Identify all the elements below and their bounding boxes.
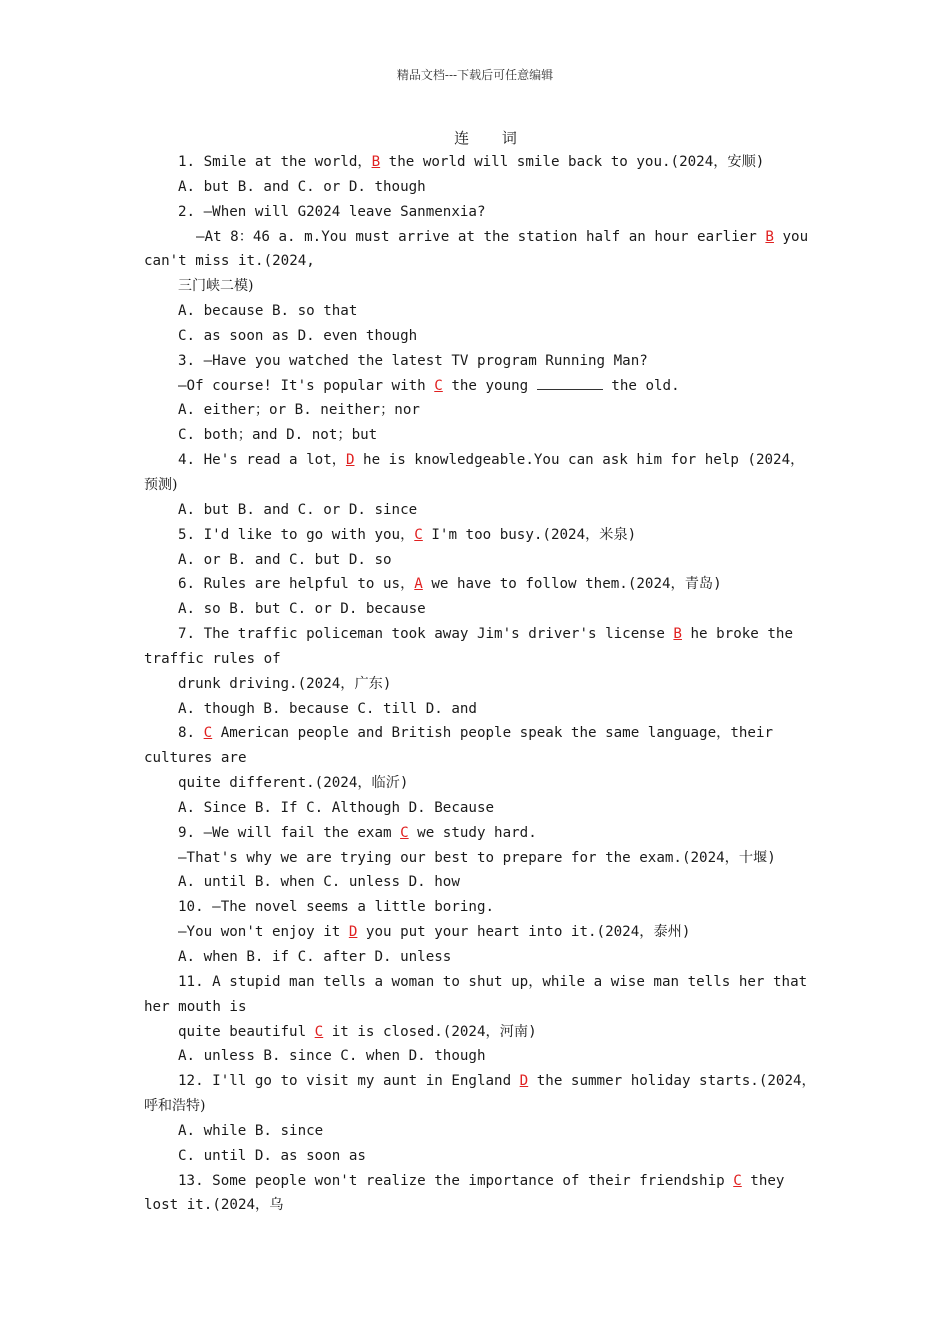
question-2: 2. —When will G2024 leave Sanmenxia? (178, 203, 486, 220)
options-2a: A. because B. so that (178, 303, 358, 320)
question-10: 10. —The novel seems a little boring. (178, 899, 495, 916)
page-header: 精品文档---下载后可任意编辑 (396, 68, 554, 82)
options-5: A. or B. and C. but D. so (178, 551, 392, 568)
options-7: A. though B. because C. till D. and (178, 700, 477, 717)
question-4-line-2: 预测) (144, 476, 178, 493)
answer-4: D (345, 452, 355, 469)
question-13: 13. Some people won't realize the importance of their friendship C they (178, 1172, 785, 1189)
question-list (144, 150, 816, 1218)
question-2-line-3: can't miss it.(2024, (144, 253, 315, 270)
question-9: 9. —We will fail the exam C we study hard. (178, 824, 537, 841)
answer-7: B (673, 626, 682, 643)
question-12: 12. I'll go to visit my aunt in England D the summer holiday starts.(2024， (178, 1073, 816, 1090)
answer-3: C (434, 377, 443, 394)
question-7-line-2: traffic rules of (144, 650, 281, 667)
options-9: A. until B. when C. unless D. how (178, 874, 460, 891)
options-8: A. Since B. If C. Although D. Because (178, 799, 495, 816)
question-8-line-3: quite different.(2024，临沂) (178, 775, 409, 792)
answer-1: B (371, 154, 381, 170)
question-3-line-2: —Of course! It's popular with C the young the old. (144, 374, 808, 399)
question-11-line-2: her mouth is (144, 998, 247, 1015)
question-2-line-4: 三门峡二模) (178, 278, 254, 295)
options-4: A. but B. and C. or D. since (178, 501, 418, 518)
options-3b: C. both；and D. not；but (178, 427, 378, 444)
options-11: A. unless B. since C. when D. though (178, 1048, 486, 1065)
question-8: 8. C American people and British people speak the same language，their (178, 725, 774, 742)
options-1: A. but B. and C. or D. though (178, 178, 426, 195)
answer-11: C (314, 1023, 324, 1040)
options-12b: C. until D. as soon as (178, 1147, 366, 1164)
question-1: 1. Smile at the world，B the world will smile back to you.(2024，安顺) (178, 154, 765, 170)
page-title: 连 词 (454, 129, 531, 147)
question-11: 11. A stupid man tells a woman to shut up，while a wise man tells her that (178, 973, 808, 990)
question-8-line-2: cultures are (144, 750, 247, 767)
answer-10: D (348, 924, 358, 941)
answer-9: C (400, 824, 409, 841)
question-10-line-2: —You won't enjoy it D you put your heart into it.(2024，泰州) (178, 924, 691, 941)
answer-12: D (519, 1073, 529, 1090)
answer-6: A (414, 576, 423, 593)
question-2-line-2: —At 8：46 a. m.You must arrive at the station half an hour earlier B you (196, 228, 809, 245)
options-12a: A. while B. since (178, 1122, 324, 1139)
question-7-line-3: drunk driving.(2024，广东) (178, 675, 392, 692)
answer-13: C (733, 1172, 742, 1189)
question-7: 7. The traffic policeman took away Jim's driver's license B he broke the (178, 626, 794, 643)
question-11-line-3: quite beautiful C it is closed.(2024，河南) (178, 1023, 537, 1040)
answer-8: C (203, 725, 213, 742)
question-4: 4. He's read a lot，D he is knowledgeable.You can ask him for help (2024， (178, 452, 805, 469)
options-10: A. when B. if C. after D. unless (178, 949, 452, 965)
options-3a: A. either；or B. neither；nor (178, 402, 420, 419)
question-6: 6. Rules are helpful to us，A we have to follow them.(2024，青岛) (178, 576, 722, 593)
question-3: 3. —Have you watched the latest TV program Running Man? (178, 352, 648, 369)
answer-5: C (414, 526, 423, 543)
options-2b: C. as soon as D. even though (178, 327, 418, 344)
question-13-line-2: lost it.(2024，乌 (144, 1197, 284, 1214)
question-5: 5. I'd like to go with you，C I'm too busy.(2024，米泉) (178, 526, 637, 543)
answer-blank (537, 375, 603, 390)
options-6: A. so B. but C. or D. because (178, 601, 426, 618)
question-12-line-2: 呼和浩特) (144, 1098, 206, 1115)
answer-2: B (765, 228, 774, 245)
question-9-line-2: —That's why we are trying our best to prepare for the exam.(2024，十堰) (178, 849, 776, 866)
